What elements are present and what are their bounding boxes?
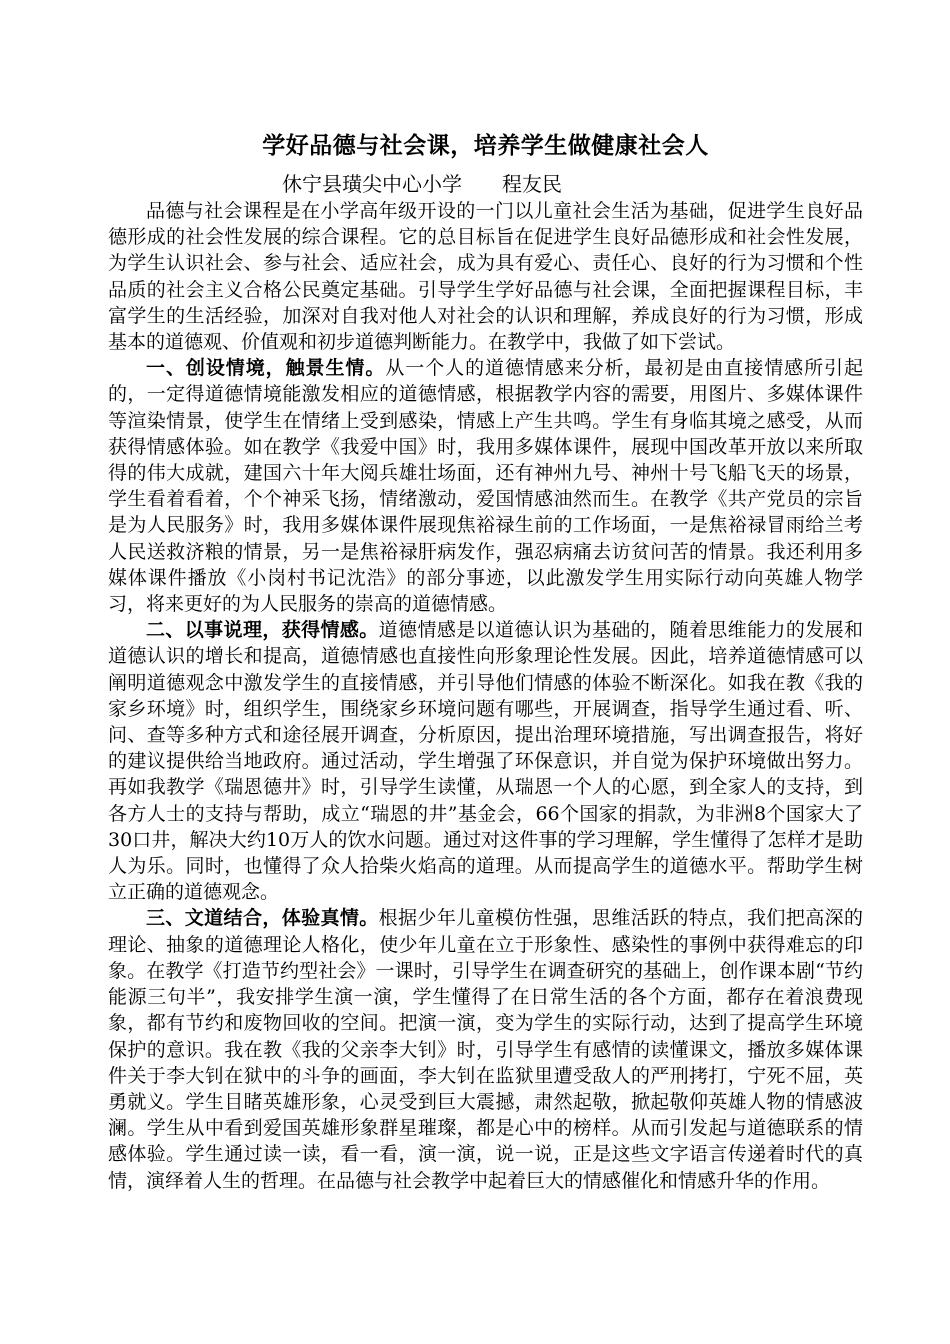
document-title: 学好品德与社会课，培养学生做健康社会人 — [262, 132, 709, 159]
school-name: 休宁县璜尖中心小学 — [282, 172, 462, 196]
section-heading-3: 三、文道结合，体验真情。 — [146, 907, 379, 930]
section-paragraph-1 — [108, 355, 863, 617]
intro-paragraph: 品德与社会课程是在小学高年级开设的一门以儿童社会生活为基础，促进学生良好品德形成的社会性发展的综合课程。它的总目标旨在促进学生良好品德形成和社会性发展，为学生认识社会、参与社会、适应社会，成为具有爱心、责任心、良好的行为习惯和个性品质的社会主义合格公民奠定基础。引导学生学好品德与社会课，全面把握课程目标，丰富学生的生活经验，加深对自我对他人对社会的认识和理解，养成良好的行为习惯，形成基本的道德观、价值观和初步道德判断能力。在教学中，我做了如下尝试。 — [108, 200, 863, 354]
section-heading-1: 一、创设情境，触景生情。 — [146, 357, 386, 380]
byline — [108, 170, 863, 198]
section-heading-2: 二、以事说理，获得情感。 — [146, 619, 379, 642]
section-paragraph-2 — [108, 617, 863, 905]
document-page — [108, 128, 863, 1194]
section-text-2: 道德情感是以道德认识为基础的，随着思维能力的发展和道德认识的增长和提高，道德情感也直接性向形象理论性发展。因此，培养道德情感可以阐明道德观念中激发学生的直接情感，并引导他们情感的体验不断深化。如我在教《我的家乡环境》时，组织学生，围绕家乡环境问题有哪些，开展调查，指导学生通过看、听、问、查等多种方式和途径展开调查，分析原因，提出治理环境措施，写出调查报告，将好的建议提供给当地政府。通过活动，学生增强了环保意识，并自觉为保护环境做出努力。再如我教学《瑞恩德井》时，引导学生读懂，从瑞恩一个人的心愿，到全家人的支持，到各方人士的支持与帮助，成立“瑞恩的井”基金会，66个国家的捐款，为非洲8个国家大了30口井，解决大约10万人的饮水问题。通过对这件事的学习理解，学生懂得了怎样才是助人为乐。同时，也懂得了众人拾柴火焰高的道理。从而提高学生的道德水平。帮助学生树立正确的道德观念。 — [108, 619, 863, 904]
section-text-3: 根据少年儿童模仿性强，思维活跃的特点，我们把高深的理论、抽象的道德理论人格化，使少年儿童在立于形象性、感染性的事例中获得难忘的印象。在教学《打造节约型社会》一课时，引导学生在调查研究的基础上，创作课本剧“节约能源三句半”，我安排学生演一演，学生懂得了在日常生活的各个方面，都存在着浪费现象，都有节约和废物回收的空间。把演一演，变为学生的实际行动，达到了提高学生环境保护的意识。我在教《我的父亲李大钊》时，引导学生有感情的读懂课文，播放多媒体课件关于李大钊在狱中的斗争的画面，李大钊在监狱里遭受敌人的严刑拷打，宁死不屈，英勇就义。学生目睹英雄形象，心灵受到巨大震撼，肃然起敬，掀起敬仰英雄人物的情感波澜。学生从中看到爱国英雄形象群星璀璨，都是心中的榜样。从而引发起与道德联系的情感体验。学生通过读一读，看一看，演一演，说一说，正是这些文字语言传递着时代的真情，演绎着人生的哲理。在品德与社会教学中起着巨大的情感催化和情感升华的作用。 — [108, 907, 863, 1192]
section-paragraph-3 — [108, 905, 863, 1193]
section-text-1: 从一个人的道德情感来分析，最初是由直接情感所引起的，一定得道德情境能激发相应的道德情感，根据教学内容的需要，用图片、多媒体课件等渲染情景，使学生在情绪上受到感染，情感上产生共鸣。学生有身临其境之感受，从而获得情感体验。如在教学《我爱中国》时，我用多媒体课件，展现中国改革开放以来所取得的伟大成就，建国六十年大阅兵雄壮场面，还有神州九号、神州十号飞船飞天的场景，学生看着看着，个个神采飞扬，情绪激动，爱国情感油然而生。在教学《共产党员的宗旨是为人民服务》时，我用多媒体课件展现焦裕禄生前的工作场面，一是焦裕禄冒雨给兰考人民送救济粮的情景，另一是焦裕禄肝病发作，强忍病痛去访贫问苦的情景。我还利用多媒体课件播放《小岗村书记沈浩》的部分事迹，以此激发学生用实际行动向英雄人物学习，将来更好的为人民服务的崇高的道德情感。 — [108, 357, 863, 616]
author-name: 程友民 — [502, 172, 562, 196]
